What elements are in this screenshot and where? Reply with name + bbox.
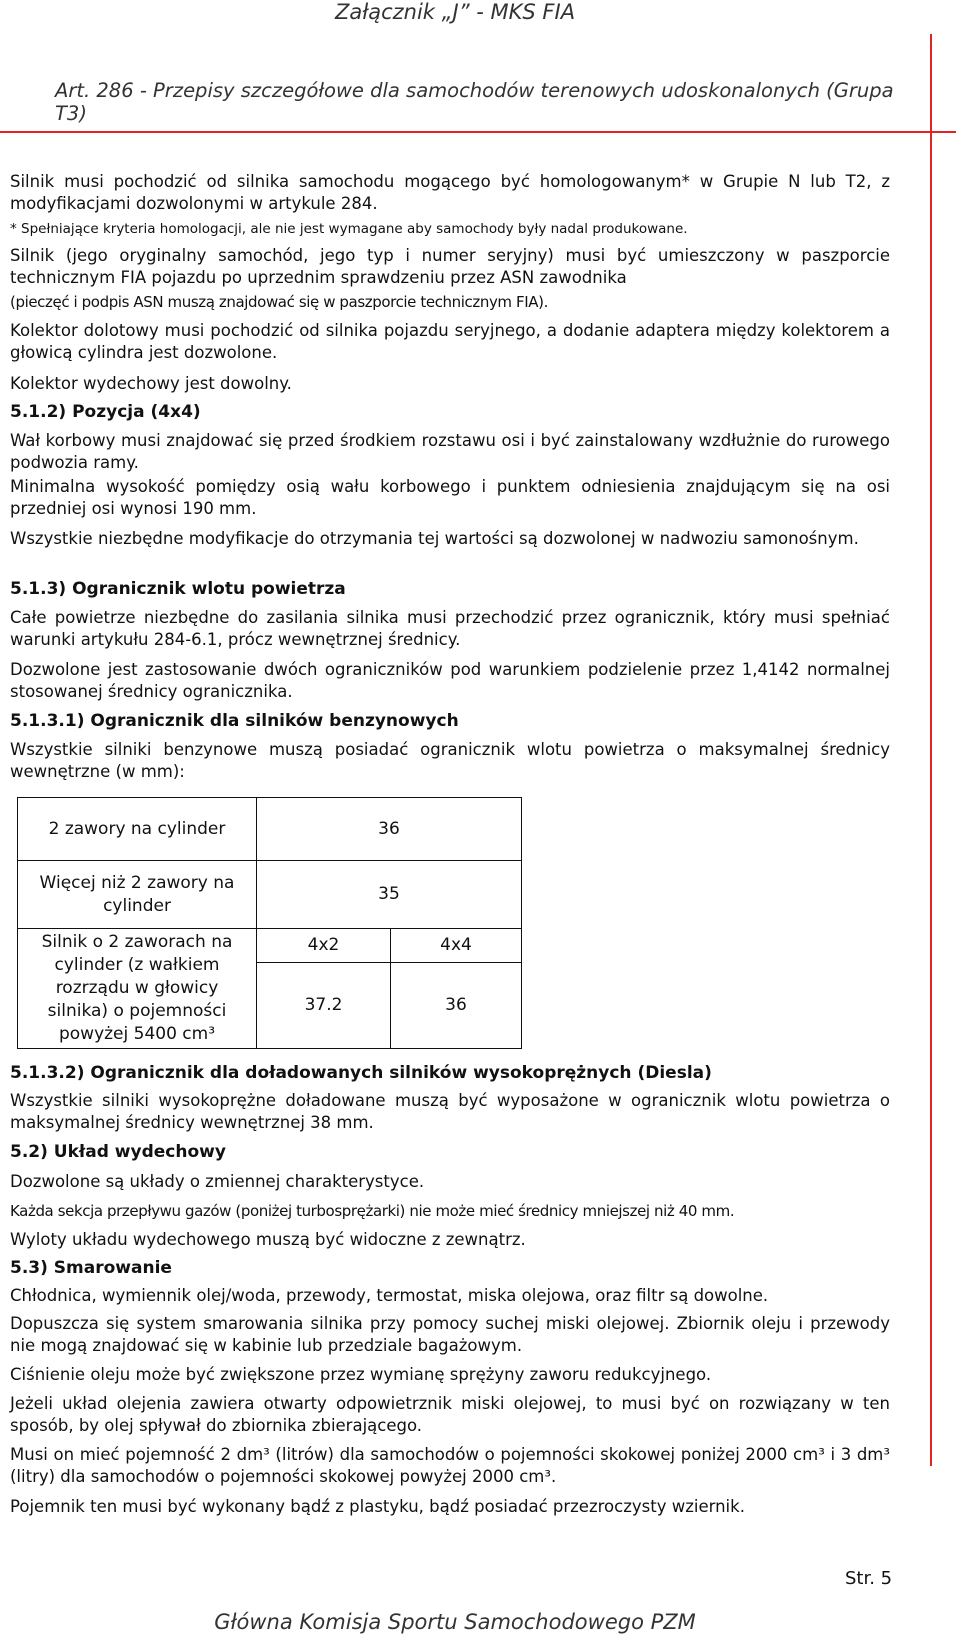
paragraph: Dozwolone są układy o zmiennej charakterystyce. bbox=[10, 1172, 425, 1191]
footer-organization: Główna Komisja Sportu Samochodowego PZM bbox=[214, 1610, 696, 1634]
margin-rule bbox=[930, 34, 932, 1466]
table-cell-label: 2 zawory na cylinder bbox=[18, 798, 257, 861]
paragraph: Kolektor dolotowy musi pochodzić od silnika pojazdu seryjnego, a dodanie adaptera między kolektorem a głowicą cylindra jest dozwolone. bbox=[10, 321, 890, 362]
header-title: Załącznik „J” - MKS FIA bbox=[334, 0, 576, 24]
table-row bbox=[18, 929, 522, 963]
section-heading: 5.1.3.1) Ogranicznik dla silników benzynowych bbox=[10, 711, 459, 731]
restrictor-table bbox=[17, 797, 522, 1049]
article-title: Art. 286 - Przepisy szczegółowe dla samochodów terenowych udoskonalonych (Grupa T3) bbox=[55, 79, 894, 125]
section-heading: 5.3) Smarowanie bbox=[10, 1258, 172, 1278]
paragraph: Jeżeli układ olejenia zawiera otwarty odpowietrznik miski olejowej, to musi być on rozwiązany w ten sposób, by olej spływał do zbiornika zbierającego. bbox=[10, 1394, 890, 1435]
table-cell-label: Silnik o 2 zaworach na cylinder (z wałkiem rozrządu w głowicy silnika) o pojemności powyżej 5400 cm³ bbox=[18, 929, 257, 1049]
section-heading: 5.1.3) Ogranicznik wlotu powietrza bbox=[10, 579, 346, 599]
paragraph: Chłodnica, wymiennik olej/woda, przewody, termostat, miska olejowa, oraz filtr są dowolne. bbox=[10, 1286, 769, 1305]
paragraph: Kolektor wydechowy jest dowolny. bbox=[10, 374, 292, 393]
paragraph: Wszystkie niezbędne modyfikacje do otrzymania tej wartości są dozwolonej w nadwoziu samonośnym. bbox=[10, 529, 859, 548]
paragraph: Wyloty układu wydechowego muszą być widoczne z zewnątrz. bbox=[10, 1230, 526, 1249]
paragraph: Wał korbowy musi znajdować się przed środkiem rozstawu osi i być zainstalowany wzdłużnie do rurowego podwozia ramy. bbox=[10, 431, 890, 472]
table-cell-label: Więcej niż 2 zawory na cylinder bbox=[18, 861, 257, 929]
paragraph: Dozwolone jest zastosowanie dwóch ograniczników pod warunkiem podzielenie przez 1,4142 normalnej stosowanej średnicy ogranicznika. bbox=[10, 660, 890, 701]
paragraph: Pojemnik ten musi być wykonany bądź z plastyku, bądź posiadać przezroczysty wziernik. bbox=[10, 1497, 745, 1516]
footnote: * Spełniające kryteria homologacji, ale nie jest wymagane aby samochody były nadal produkowane. bbox=[10, 221, 688, 237]
table-row bbox=[18, 861, 522, 929]
table-cell-header: 4x4 bbox=[391, 929, 522, 963]
paragraph: Wszystkie silniki benzynowe muszą posiadać ogranicznik wlotu powietrza o maksymalnej średnicy wewnętrzne (w mm): bbox=[10, 740, 890, 781]
paragraph: Musi on mieć pojemność 2 dm³ (litrów) dla samochodów o pojemności skokowej poniżej 2000 cm³ i 3 dm³ (litry) dla samochodów o pojemności skokowej powyżej 2000 cm³. bbox=[10, 1445, 890, 1486]
paragraph: Silnik musi pochodzić od silnika samochodu mogącego być homologowanym* w Grupie N lub T2, z modyfikacjami dozwolonymi w artykule 284. bbox=[10, 172, 890, 213]
table-cell-value: 36 bbox=[391, 963, 522, 1049]
paragraph: Wszystkie silniki wysokoprężne doładowane muszą być wyposażone w ogranicznik wlotu powietrza o maksymalnej średnicy wewnętrznej 38 mm. bbox=[10, 1091, 890, 1132]
paragraph: Całe powietrze niezbędne do zasilania silnika musi przechodzić przez ogranicznik, który musi spełniać warunki artykułu 284-6.1, prócz wewnętrznej średnicy. bbox=[10, 608, 890, 649]
table-cell-header: 4x2 bbox=[257, 929, 391, 963]
paragraph: Minimalna wysokość pomiędzy osią wału korbowego i punktem odniesienia znajdującym się na osi przedniej osi wynosi 190 mm. bbox=[10, 477, 890, 518]
table-row bbox=[18, 798, 522, 861]
section-heading: 5.1.3.2) Ogranicznik dla doładowanych silników wysokoprężnych (Diesla) bbox=[10, 1063, 712, 1083]
table-cell-value: 35 bbox=[257, 861, 522, 929]
table-cell-value: 37.2 bbox=[257, 963, 391, 1049]
paragraph: Dopuszcza się system smarowania silnika przy pomocy suchej miski olejowej. Zbiornik oleju i przewody nie mogą znajdować się w kabinie lub przedziale bagażowym. bbox=[10, 1314, 890, 1355]
paragraph: (pieczęć i podpis ASN muszą znajdować się w paszporcie technicznym FIA). bbox=[10, 293, 548, 311]
header-rule bbox=[0, 131, 956, 133]
section-heading: 5.2) Układ wydechowy bbox=[10, 1142, 226, 1162]
paragraph: Każda sekcja przepływu gazów (poniżej turbosprężarki) nie może mieć średnicy mniejszej niż 40 mm. bbox=[10, 1202, 735, 1220]
paragraph: Silnik (jego oryginalny samochód, jego typ i numer seryjny) musi być umieszczony w paszporcie technicznym FIA pojazdu po uprzednim sprawdzeniu przez ASN zawodnika bbox=[10, 246, 890, 287]
table-cell-value: 36 bbox=[257, 798, 522, 861]
section-heading: 5.1.2) Pozycja (4x4) bbox=[10, 402, 201, 422]
page-number: Str. 5 bbox=[845, 1568, 893, 1589]
paragraph: Ciśnienie oleju może być zwiększone przez wymianę sprężyny zaworu redukcyjnego. bbox=[10, 1365, 712, 1384]
